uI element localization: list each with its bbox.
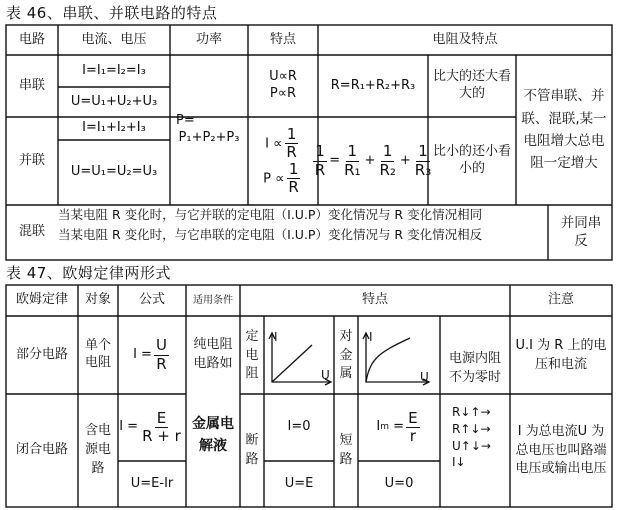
den: R (288, 178, 299, 197)
im: I (376, 419, 381, 435)
power-bottom: P₁+P₂+P₃ (178, 130, 240, 145)
num: E (156, 408, 167, 427)
series-feature (248, 55, 318, 117)
partial-object: 单个电阻 (84, 338, 111, 370)
den: R + r (142, 427, 181, 445)
parallel-label: 并联 (18, 152, 45, 168)
graph2-u-axis: U (420, 370, 429, 384)
den: R₃ (414, 160, 432, 179)
closed-object: 含电源电路 (84, 423, 111, 476)
i-eq: I = (133, 346, 152, 362)
mixed-rules (58, 205, 548, 260)
num: 1 (315, 142, 325, 161)
partial-formula (118, 316, 186, 394)
num: 1 (288, 160, 299, 178)
closed-circuit-label: 闭合电路 (15, 442, 68, 458)
num: U (155, 336, 167, 355)
header-current-voltage: 电流、电压 (81, 31, 147, 47)
short-circuit-label: 短路 (339, 433, 353, 467)
parallel-voltage: U=U₁=U₂=U₃ (70, 164, 158, 180)
header-condition: 适用条件 (193, 295, 233, 306)
header-note: 注意 (547, 292, 574, 308)
closed-note: I 为总电流U 为总电压也叫路端电压或输出电压 (515, 423, 607, 477)
series-label: 串联 (18, 77, 45, 93)
i-prop: I ∝ (265, 135, 283, 151)
trend-arrows: R↓↑→ R↑↓→ U↑↓→ I↓ (452, 405, 491, 470)
power-formula (170, 55, 248, 205)
p-prop: P ∝ (263, 171, 285, 187)
parallel-note: 比小的还小看小的 (432, 144, 511, 176)
den: R₁ (344, 160, 361, 179)
open-voltage: U=E (284, 475, 314, 491)
num: 1 (382, 142, 393, 161)
open-current: I=0 (287, 419, 311, 435)
header-power: 功率 (195, 31, 222, 47)
den: R₂ (379, 160, 396, 179)
den: R (156, 354, 167, 373)
den: r (409, 427, 416, 445)
num: 1 (286, 124, 297, 143)
series-current: I=I₁=I₂=I₃ (82, 62, 146, 78)
den: R (314, 160, 326, 179)
num: 1 (418, 142, 428, 161)
header-resistance: 电阻及特点 (432, 31, 498, 47)
open-circuit-label: 断路 (245, 433, 259, 467)
parallel-current: I=I₁+I₂+I₃ (82, 120, 146, 136)
series-feature-p: P∝R (269, 86, 297, 101)
parallel-resistance: $\frac{1}{R}$ = $\frac{1}{\text{R₁}}$ + $\frac{1}{\text{R₂}}$ + $\frac{1}{\text{R₃}}$ (314, 142, 432, 179)
graph1-i-axis: I (274, 330, 278, 344)
condition-text: 纯电阻电路如 (193, 336, 233, 371)
header-ohms-law: 欧姆定律 (15, 292, 68, 308)
series-voltage: U=U₁+U₂+U₃ (70, 93, 158, 109)
closed-formula (118, 394, 186, 461)
terminal-voltage-formula: U=E-Ir (130, 475, 174, 491)
parallel-feature-i (265, 126, 301, 162)
fixed-resistor-label: 定电阻 (245, 328, 259, 382)
short-voltage: U=0 (384, 475, 414, 491)
graph1-u-axis: U (321, 368, 330, 382)
mixed-note: 并同串反 (560, 214, 602, 249)
series-resistance: R=R₁+R₂+R₃ (330, 77, 416, 93)
parallel-feature (248, 117, 318, 205)
header-feature: 特点 (269, 31, 296, 47)
mixed-label: 混联 (18, 224, 45, 240)
partial-circuit-label: 部分电路 (15, 346, 68, 362)
num: 1 (347, 142, 358, 161)
im-sub: m (380, 421, 390, 432)
partial-note: U.I 为 R 上的电压和电流 (515, 337, 607, 372)
header-object: 对象 (84, 292, 111, 308)
header-formula: 公式 (138, 292, 165, 308)
parallel-feature-p (263, 161, 303, 197)
metal-label: 对金属 (339, 328, 353, 382)
source-condition: 电源内阻不为零时 (448, 351, 501, 385)
series-feature-u: U∝R (269, 69, 297, 85)
mixed-rule-parallel: 当某电阻 R 变化时，与它并联的定电阻（I.U.P）变化情况与 R 变化情况相同 (58, 207, 483, 222)
mixed-rule-series: 当某电阻 R 变化时，与它串联的定电阻（I.U.P）变化情况与 R 变化情况相反 (58, 227, 483, 242)
table46-caption: 表 46、串联、并联电路的特点 (6, 4, 218, 22)
i-eq: I = (119, 419, 139, 435)
header-circuit: 电路 (18, 31, 45, 47)
graph2-i-axis: I (369, 330, 373, 344)
power-top: P= (176, 113, 195, 129)
series-note: 比大的还大看大的 (432, 69, 511, 101)
condition-examples: 金属电解液 (192, 416, 234, 454)
header-feature: 特点 (361, 292, 388, 308)
num: E (408, 408, 418, 427)
table47-caption: 表 47、欧姆定律两形式 (6, 264, 171, 282)
short-current: I m = $\frac{E}{r}$ (376, 408, 418, 445)
general-note: 不管串联、并联、混联,某一电阻增大总电阻一定增大 (521, 88, 607, 172)
den: R (286, 142, 297, 161)
